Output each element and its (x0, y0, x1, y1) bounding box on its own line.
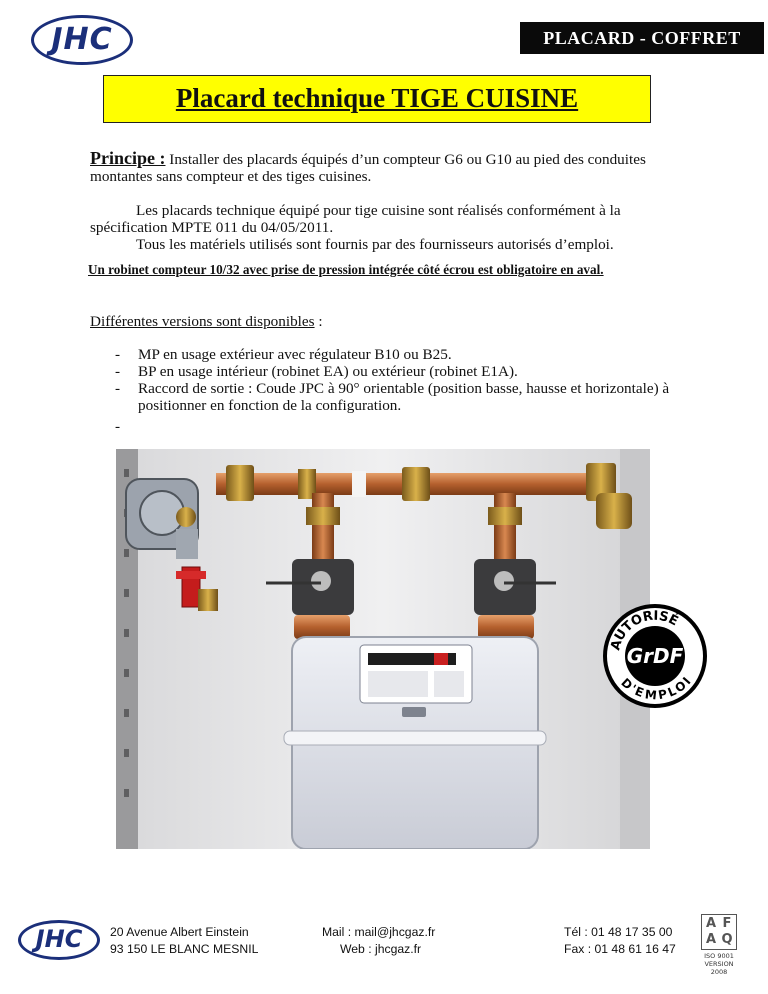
versions-heading (90, 313, 323, 330)
fax-contact: Fax : 01 48 61 16 47 (564, 942, 676, 956)
jhc-logo (31, 15, 133, 65)
principe-label: Principe : (90, 148, 166, 168)
category-banner: PLACARD - COFFRET (520, 22, 764, 54)
mandatory-note: Un robinet compteur 10/32 avec prise de pression intégrée côté écrou est obligatoire en aval. (88, 262, 604, 277)
cert-letter: A (705, 916, 717, 931)
gas-meter-illustration (116, 449, 650, 849)
cert-letter: F (722, 916, 732, 931)
versions-title-suffix: : (314, 313, 323, 330)
list-item: - BP en usage intérieur (robinet EA) ou extérieur (robinet E1A). (115, 363, 715, 380)
cabinet-photo (116, 449, 650, 849)
principe-paragraph (90, 150, 730, 168)
footer-logo-text: JHC (35, 925, 83, 953)
web-contact: Web : jhcgaz.fr (340, 942, 422, 956)
footer-jhc-logo (18, 920, 100, 960)
principe-line1: Installer des placards équipés d’un compteur G6 ou G10 au pied des conduites (169, 151, 646, 168)
versions-list (115, 346, 715, 414)
afaq-certification-logo (699, 914, 739, 976)
page-title: Placard technique TIGE CUISINE (175, 83, 579, 113)
cert-letter: A (705, 932, 717, 947)
afaq-grid (701, 914, 737, 950)
address-line2: 93 150 LE BLANC MESNIL (110, 942, 259, 956)
trailing-dash: - (115, 418, 121, 435)
address-line1: 20 Avenue Albert Einstein (110, 925, 249, 939)
para1-line1: Les placards technique équipé pour tige cuisine sont réalisés conformément à la (136, 202, 621, 219)
cert-letter: Q (721, 932, 733, 947)
principe-line2: montantes sans compteur et des tiges cuisines. (90, 168, 372, 185)
grdf-logo: GrDF (625, 626, 685, 686)
para1-line2: spécification MPTE 011 du 04/05/2011. (90, 219, 334, 236)
para2: Tous les matériels utilisés sont fournis par des fournisseurs autorisés d’emploi. (136, 236, 614, 253)
versions-title: Différentes versions sont disponibles (90, 313, 315, 330)
page-title-box (103, 75, 651, 123)
list-item: - Raccord de sortie : Coude JPC à 90° orientable (position basse, hausse et horizontale) à positionner en fonction de la configuration. (115, 380, 715, 414)
logo-text: JHC (51, 22, 113, 57)
stamp-top-text: AUTORISÉ (608, 608, 681, 652)
stamp-bottom-text: D'EMPLOI (618, 674, 694, 703)
mail-contact: Mail : mail@jhcgaz.fr (322, 925, 436, 939)
cert-line2: VERSION 2008 (704, 960, 734, 976)
list-item: - MP en usage extérieur avec régulateur B10 ou B25. (115, 346, 715, 363)
cert-line1: ISO 9001 (704, 952, 734, 960)
phone-contact: Tél : 01 48 17 35 00 (564, 925, 673, 939)
grdf-approval-stamp (603, 604, 707, 708)
